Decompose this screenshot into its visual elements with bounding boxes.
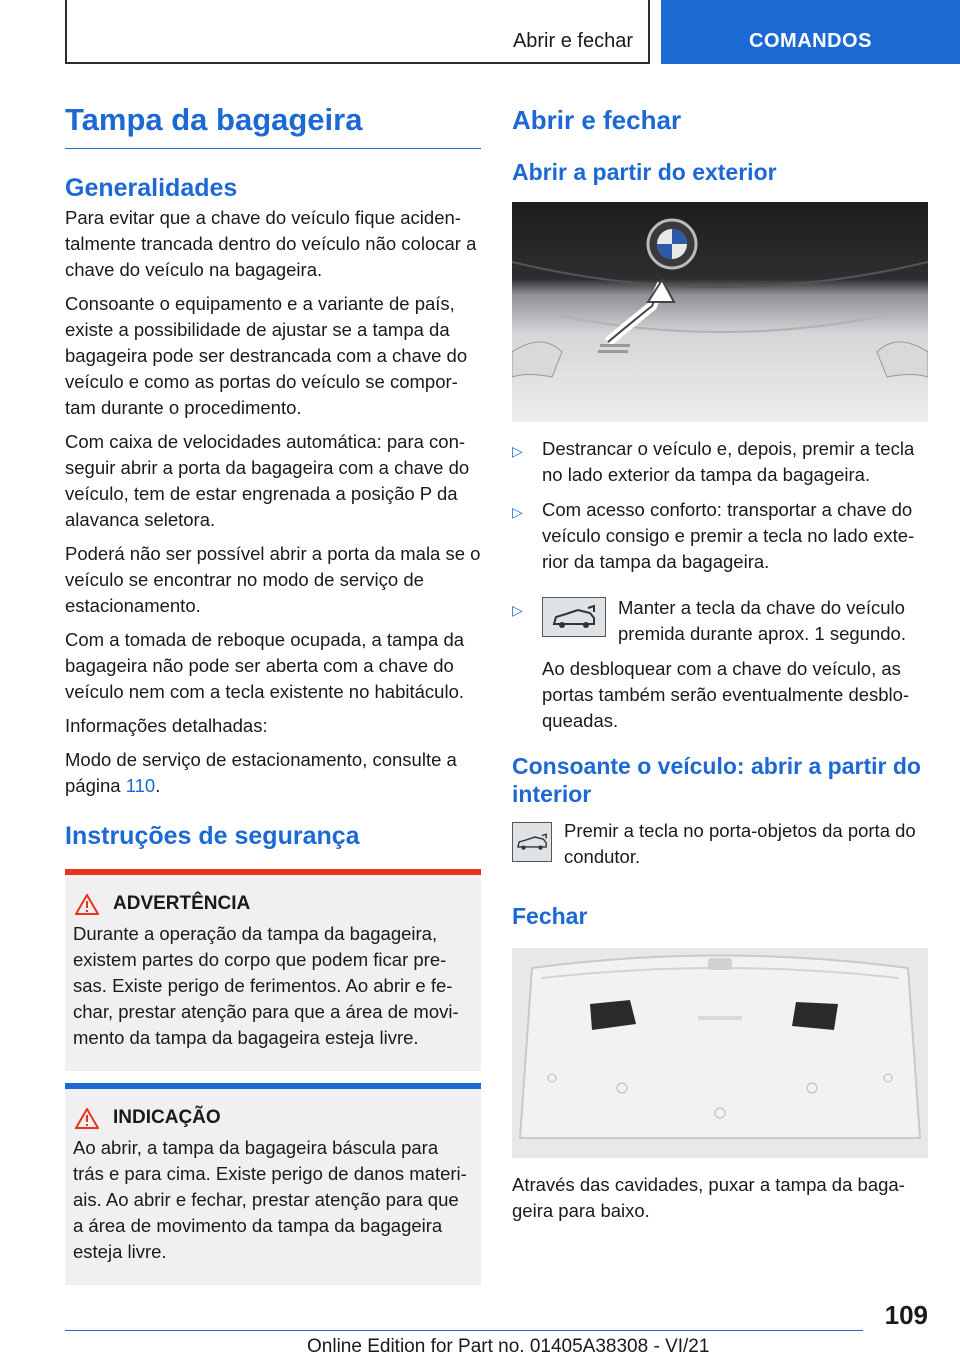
warning-title-text: ADVERTÊNCIA [113,893,251,914]
list-item-text: Com acesso conforto: transportar a chave do veículo consigo e premir a tecla no lado exterior da tampa da bagageira. [542,499,915,572]
exterior-heading: Abrir a partir do exterior [512,159,777,185]
footer-edition: Online Edition for Part no. 01405A38308 - VI/21 [307,1336,710,1357]
paragraph: Com caixa de velocidades automática: para conseguir abrir a porta da bagageira com a chave do veículo, tem de estar engrenada a posição P da alavanca seletora. [65,431,470,530]
page-link[interactable]: 110 [125,775,156,796]
chapter-label: COMANDOS [749,29,872,52]
paragraph: Consoante o equipamento e a variante de país, existe a possibilidade de ajustar se a tampa da bagageira pode ser destrancada com a chave do veículo e como as portas do veículo se comportam durante o procedimento. [65,293,468,418]
interior-instruction [512,818,928,870]
left-column [65,100,481,1285]
general-heading: Generalidades [65,174,238,202]
close-heading: Fechar [512,903,588,929]
list-item-text: Destrancar o veículo e, depois, premir a tecla no lado exterior da tampa da bagageira. [542,438,915,485]
list-item [512,436,928,488]
list-item [512,497,928,575]
warning-triangle-icon [75,894,99,915]
list-item-key [512,595,928,647]
bullet-triangle-icon: ▷ [512,504,523,520]
caution-triangle-icon [75,1108,99,1129]
paragraph: Informações detalhadas: [65,715,268,736]
close-text: Através das cavidades, puxar a tampa da bagageira para baixo. [512,1174,905,1221]
header-section-title: Abrir e fechar [512,30,633,52]
trunk-interior-photo [512,948,928,1158]
paragraph: Poderá não ser possível abrir a porta da mala se o veículo se encontrar no modo de serviço de estacionamento. [65,543,481,616]
page-reference [65,747,481,799]
reference-end: . [155,775,161,796]
bullet-triangle-icon: ▷ [512,443,523,459]
reference-text: Modo de serviço de estacionamento, consulte a página [65,749,457,796]
header-chapter-tab[interactable] [661,0,960,64]
list-item-text: Manter a tecla da chave do veículo premida durante aprox. 1 segundo. [618,597,906,644]
trunk-release-button-icon [512,822,552,862]
paragraph: Para evitar que a chave do veículo fique acidentalmente trancada dentro do veículo não colocar a chave do veículo na bagageira. [65,207,477,280]
interior-instruction-text: Premir a tecla no porta-objetos da porta do condutor. [564,820,916,867]
warning-text: Durante a operação da tampa da bagageira, existem partes do corpo que podem ficar presas. Existe perigo de ferimentos. Ao abrir e fechar, prestar atenção para que a área de movimento da tampa da bagageira esteja livre. [73,923,459,1048]
paragraph: Com a tomada de reboque ocupada, a tampa da bagageira não pode ser aberta com a chave do veículo nem com a tecla existente no habitáculo. [65,629,465,702]
trunk-key-button-icon [542,597,606,637]
note-title [73,1107,473,1129]
bullet-triangle-icon: ▷ [512,602,523,618]
section-heading-open-close: Abrir e fechar [512,105,682,135]
safety-heading: Instruções de segurança [65,822,360,850]
note-title-text: INDICAÇÃO [113,1107,221,1128]
right-column [512,100,928,1232]
paragraph: Ao desbloquear com a chave do veículo, as portas também serão eventualmente desbloqueadas. [542,658,910,731]
note-text: Ao abrir, a tampa da bagageira báscula para trás e para cima. Existe perigo de danos materiais. Ao abrir e fechar, prestar atenção para que a área de movimento da tampa da bagageira esteja livre. [73,1137,467,1262]
page-title: Tampa da bagageira [65,100,481,149]
warning-title [73,893,473,915]
footer-divider [65,1330,863,1331]
page-number: 109 [884,1300,928,1330]
interior-heading: Consoante o veículo: abrir a partir do interior [512,753,921,807]
note-box [65,1083,481,1285]
trunk-exterior-photo [512,202,928,422]
warning-box [65,869,481,1071]
